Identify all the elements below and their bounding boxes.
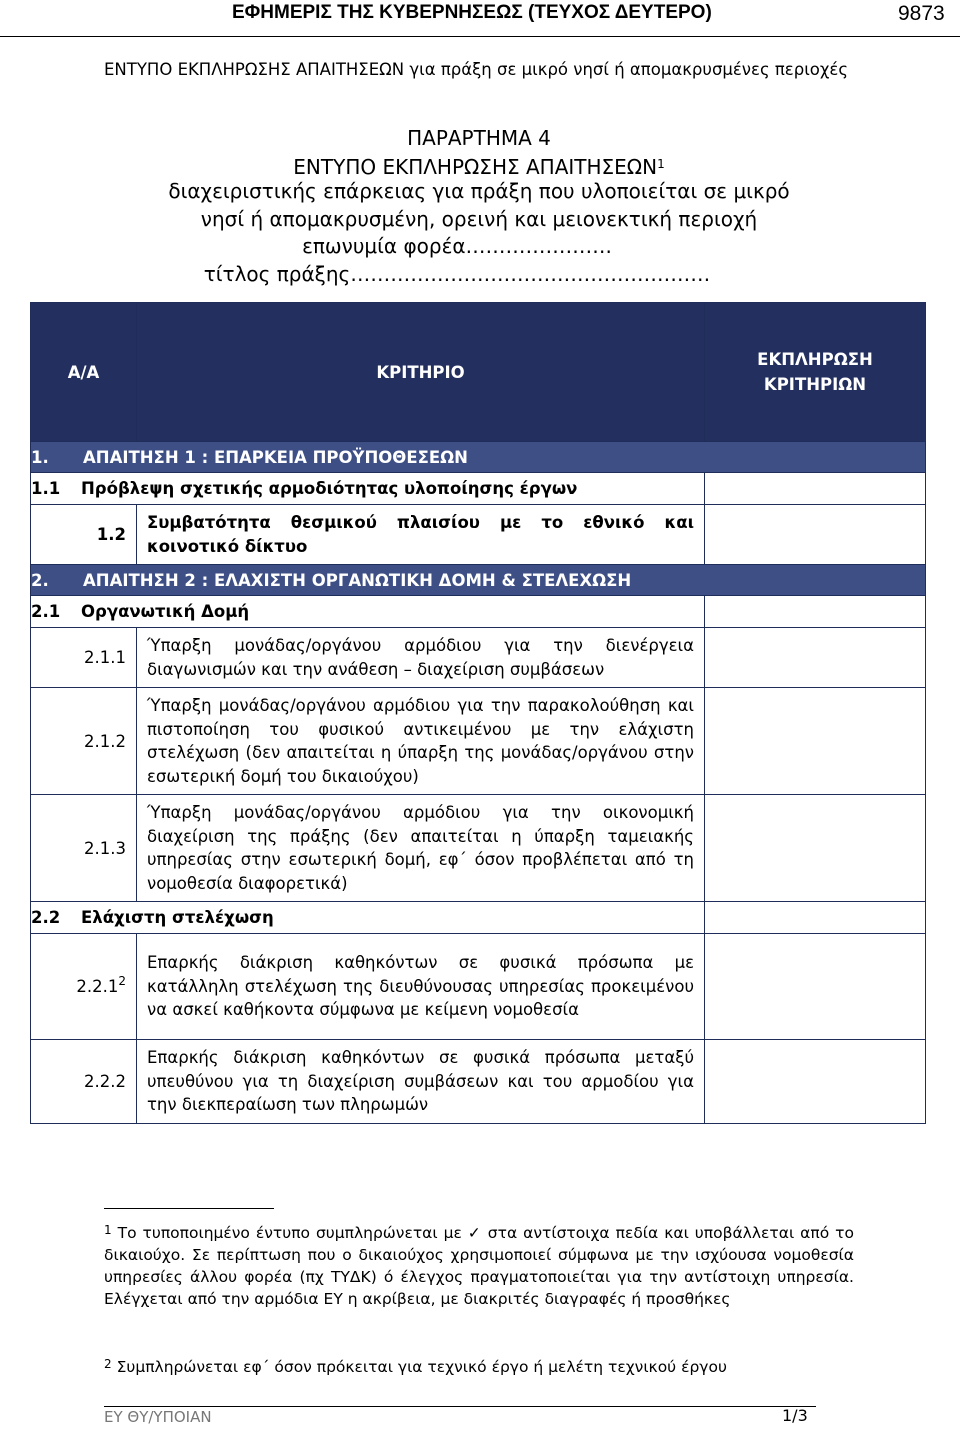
gazette-page-number: 9873 bbox=[898, 2, 945, 25]
header-fulfilment bbox=[705, 303, 926, 442]
subsection-2-1-number: 2.1 bbox=[31, 602, 61, 621]
header-aa: Α/Α bbox=[31, 303, 137, 442]
header-divider bbox=[0, 36, 960, 37]
footer-left-text: ΕΥ ΘΥ/ΥΠΟΙΑΝ bbox=[104, 1408, 212, 1426]
intro-text: ΕΝΤΥΠΟ ΕΚΠΛΗΡΩΣΗΣ ΑΠΑΙΤΗΣΕΩΝ για πράξη σε μικρό νησί ή απομακρυσμένες περιοχές bbox=[104, 60, 849, 79]
fulfilment-cell-2-1-3[interactable] bbox=[705, 795, 926, 902]
fulfilment-cell-2-2-1[interactable] bbox=[705, 934, 926, 1040]
fulfilment-cell-2-1-1[interactable] bbox=[705, 628, 926, 688]
checkmark-icon: ✓ bbox=[467, 1224, 482, 1242]
row-2-2-1-number-text: 2.2.1 bbox=[76, 977, 119, 996]
section-2-label: ΑΠΑΙΤΗΣΗ 2 : ΕΛΑΧΙΣΤΗ ΟΡΓΑΝΩΤΙΚΗ ΔΟΜΗ & ΣΤΕΛΕΧΩΣΗ bbox=[83, 570, 632, 590]
footnote-1-text-start: Το τυποποιημένο έντυπο συμπληρώνεται με bbox=[117, 1224, 462, 1242]
section-row-1 bbox=[31, 442, 926, 473]
footnote-2-mark: 2 bbox=[104, 1357, 112, 1371]
subsection-row-1-1 bbox=[31, 473, 926, 505]
fulfilment-cell-2-1[interactable] bbox=[705, 596, 926, 628]
footnote-divider bbox=[104, 1208, 274, 1209]
footnote-ref-1: 1 bbox=[657, 157, 665, 171]
row-2-1-2-label: Ύπαρξη μονάδας/οργάνου αρμόδιου για την παρακολούθηση και πιστοποίηση του φυσικού αντικειμένου με την ελάχιστη στελέχωση (δεν απαιτείται η ύπαρξη της μονάδας/οργάνου στην εσωτερική δομή του δικαιούχου) bbox=[137, 688, 705, 795]
annex-title: ΠΑΡΑΡΤΗΜΑ 4 bbox=[407, 126, 551, 150]
footnote-2 bbox=[104, 1356, 854, 1378]
row-1-2-number: 1.2 bbox=[31, 505, 137, 565]
fulfilment-cell-1-2[interactable] bbox=[705, 505, 926, 565]
row-2-1-2-number: 2.1.2 bbox=[31, 688, 137, 795]
fulfilment-cell-2-1-2[interactable] bbox=[705, 688, 926, 795]
requirements-table bbox=[30, 302, 926, 1124]
fulfilment-cell-1-1[interactable] bbox=[705, 473, 926, 505]
table-row-2-2-1 bbox=[31, 934, 926, 1040]
subsection-row-2-1 bbox=[31, 596, 926, 628]
form-title-text: ΕΝΤΥΠΟ ΕΚΠΛΗΡΩΣΗΣ ΑΠΑΙΤΗΣΕΩΝ bbox=[293, 155, 658, 179]
header-fulfilment-line-2: ΚΡΙΤΗΡΙΩΝ bbox=[763, 375, 867, 394]
fulfilment-cell-2-2[interactable] bbox=[705, 902, 926, 934]
annex-line-2: νησί ή απομακρυσμένη, ορεινή και μειονεκτική περιοχή bbox=[200, 207, 758, 231]
footnote-ref-2: 2 bbox=[118, 974, 126, 988]
subsection-2-2-label: Ελάχιστη στελέχωση bbox=[81, 908, 274, 927]
table-row-2-1-2 bbox=[31, 688, 926, 795]
footnote-2-text: Συμπληρώνεται εφ΄ όσον πρόκειται για τεχνικό έργο ή μελέτη τεχνικού έργου bbox=[116, 1358, 727, 1376]
table-row-1-2 bbox=[31, 505, 926, 565]
row-2-1-1-label: Ύπαρξη μονάδας/οργάνου αρμόδιου για την διενέργεια διαγωνισμών και την ανάθεση – διαχείριση συμβάσεων bbox=[137, 628, 705, 688]
gazette-header-title: ΕΦΗΜΕΡΙΣ ΤΗΣ ΚΥΒΕΡΝΗΣΕΩΣ (ΤΕΥΧΟΣ ΔΕΥΤΕΡΟ) bbox=[232, 2, 712, 23]
annex-line-1: διαχειριστικής επάρκειας για πράξη που υλοποιείται σε μικρό bbox=[168, 179, 790, 203]
table-row-2-2-2 bbox=[31, 1040, 926, 1124]
section-row-2 bbox=[31, 565, 926, 596]
subsection-row-2-2 bbox=[31, 902, 926, 934]
section-1-number: 1. bbox=[31, 447, 49, 467]
footer-divider bbox=[104, 1406, 816, 1407]
entity-name-line: επωνυμία φορέα…………………. bbox=[302, 234, 612, 258]
row-2-2-1-label: Επαρκής διάκριση καθηκόντων σε φυσικά πρόσωπα με κατάλληλη στελέχωση της διευθύνουσας υπηρεσίας προκειμένου να ασκεί καθήκοντα σύμφωνα με κείμενη νομοθεσία bbox=[137, 934, 705, 1040]
row-2-2-2-label: Επαρκής διάκριση καθηκόντων σε φυσικά πρόσωπα μεταξύ υπευθύνου για τη διαχείριση συμβάσεων και του αρμοδίου για την διεκπεραίωση των πληρωμών bbox=[137, 1040, 705, 1124]
table-row-2-1-3 bbox=[31, 795, 926, 902]
table-header-row bbox=[31, 303, 926, 442]
footnote-1-mark: 1 bbox=[104, 1223, 112, 1237]
footer-page-count: 1/3 bbox=[782, 1406, 808, 1425]
row-2-2-2-number: 2.2.2 bbox=[31, 1040, 137, 1124]
row-1-2-label: Συμβατότητα θεσμικού πλαισίου με το εθνικό και κοινοτικό δίκτυο bbox=[137, 505, 705, 565]
header-fulfilment-line-1: ΕΚΠΛΗΡΩΣΗ bbox=[757, 350, 873, 369]
row-2-2-1-number bbox=[31, 934, 137, 1040]
row-2-1-3-number: 2.1.3 bbox=[31, 795, 137, 902]
subsection-1-1-number: 1.1 bbox=[31, 479, 61, 498]
subsection-2-1-label: Οργανωτική Δομή bbox=[81, 602, 250, 621]
project-title-line: τίτλος πράξης……………………………………………… bbox=[203, 262, 711, 286]
section-1-label: ΑΠΑΙΤΗΣΗ 1 : ΕΠΑΡΚΕΙΑ ΠΡΟΫΠΟΘΕΣΕΩΝ bbox=[83, 447, 468, 467]
row-2-1-1-number: 2.1.1 bbox=[31, 628, 137, 688]
header-criterion: ΚΡΙΤΗΡΙΟ bbox=[137, 303, 705, 442]
fulfilment-cell-2-2-2[interactable] bbox=[705, 1040, 926, 1124]
footnote-1 bbox=[104, 1222, 854, 1310]
table-row-2-1-1 bbox=[31, 628, 926, 688]
subsection-2-2-number: 2.2 bbox=[31, 908, 61, 927]
row-2-1-3-label: Ύπαρξη μονάδας/οργάνου αρμόδιου για την οικονομική διαχείριση της πράξης (δεν απαιτείται η ύπαρξη ταμειακής υπηρεσίας στην εσωτερική δομή, εφ΄ όσον προβλέπεται από τη νομοθεσία διαφορετικά) bbox=[137, 795, 705, 902]
footnote-1-text-rest: στα αντίστοιχα πεδία και υποβάλλεται από το δικαιούχο. Σε περίπτωση που ο δικαιούχος χρησιμοποιεί σύμφωνα με την ισχύουσα νομοθεσία υπηρεσίες άλλου φορέα (πχ ΤΥΔΚ) ό έλεγχος πραγματοποιείται για την αντίστοιχη υπηρεσία. Ελέγχεται από την αρμόδια ΕΥ η ακρίβεια, με διακριτές διαγραφές ή προσθήκες bbox=[104, 1224, 854, 1308]
subsection-1-1-label: Πρόβλεψη σχετικής αρμοδιότητας υλοποίησης έργων bbox=[81, 479, 578, 498]
section-2-number: 2. bbox=[31, 570, 49, 590]
